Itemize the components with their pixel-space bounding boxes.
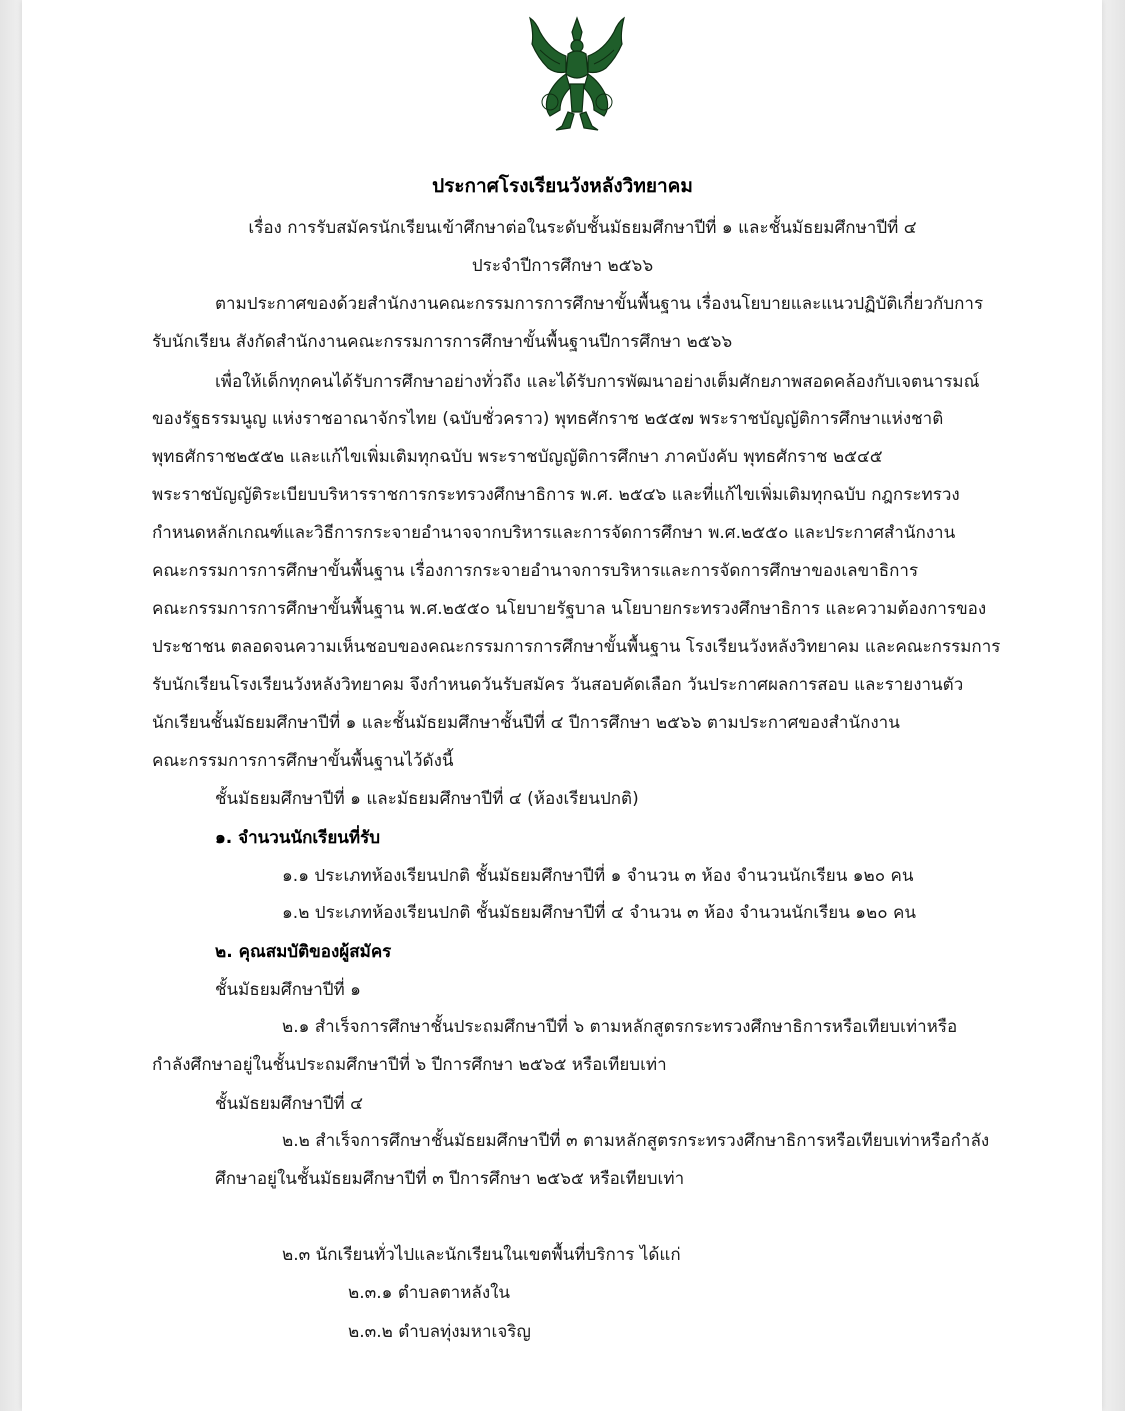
levels-heading: ชั้นมัธยมศึกษาปีที่ ๑ และมัธยมศึกษาปีที่ ๔ (ห้องเรียนปกติ) <box>215 789 639 809</box>
paragraph-line: ประชาชน ตลอดจนความเห็นชอบของคณะกรรมการการศึกษาขั้นพื้นฐาน โรงเรียนวังหลังวิทยาคม และคณะกรรมการ <box>152 637 1001 657</box>
paragraph-line: คณะกรรมการการศึกษาขั้นพื้นฐานไว้ดังนี้ <box>152 751 454 771</box>
paragraph-line: นักเรียนชั้นมัธยมศึกษาปีที่ ๑ และชั้นมัธยมศึกษาชั้นปีที่ ๔ ปีการศึกษา ๒๕๖๖ ตามประกาศของสำนักงาน <box>152 713 900 733</box>
list-item-continuation: ศึกษาอยู่ในชั้นมัธยมศึกษาปีที่ ๓ ปีการศึกษา ๒๕๖๕ หรือเทียบเท่า <box>215 1169 685 1189</box>
level-label-m4: ชั้นมัธยมศึกษาปีที่ ๔ <box>215 1094 364 1114</box>
document-subject: เรื่อง การรับสมัครนักเรียนเข้าศึกษาต่อในระดับชั้นมัธยมศึกษาปีที่ ๑ และชั้นมัธยมศึกษาปีที่ ๔ <box>248 218 917 238</box>
document-title: ประกาศโรงเรียนวังหลังวิทยาคม <box>432 175 693 197</box>
page-edge-left <box>0 0 22 1411</box>
page-edge-right <box>1102 0 1125 1411</box>
paragraph-line: รับนักเรียน สังกัดสำนักงานคณะกรรมการการศึกษาขั้นพื้นฐานปีการศึกษา ๒๕๖๖ <box>152 332 733 352</box>
paragraph-line: พระราชบัญญัติระเบียบบริหารราชการกระทรวงศึกษาธิการ พ.ศ. ๒๕๔๖ และที่แก้ไขเพิ่มเติมทุกฉบับ กฎกระทรวง <box>152 485 960 505</box>
paragraph-line: กำหนดหลักเกณฑ์และวิธีการกระจายอำนาจจากบริหารและการจัดการศึกษา พ.ศ.๒๕๕๐ และประกาศสำนักงาน <box>152 523 956 543</box>
section-1-title: ๑. จำนวนนักเรียนที่รับ <box>215 828 381 848</box>
document-year: ประจำปีการศึกษา ๒๕๖๖ <box>471 256 654 276</box>
paragraph-line: ตามประกาศของด้วยสำนักงานคณะกรรมการการศึกษาขั้นพื้นฐาน เรื่องนโยบายและแนวปฏิบัติเกี่ยวกับการ <box>215 294 984 314</box>
list-item-continuation: กำลังศึกษาอยู่ในชั้นประถมศึกษาปีที่ ๖ ปีการศึกษา ๒๕๖๕ หรือเทียบเท่า <box>152 1055 667 1075</box>
paragraph-line: คณะกรรมการการศึกษาขั้นพื้นฐาน เรื่องการกระจายอำนาจการบริหารและการจัดการศึกษาของเลขาธิการ <box>152 561 919 581</box>
list-item: ๑.๑ ประเภทห้องเรียนปกติ ชั้นมัธยมศึกษาปีที่ ๑ จำนวน ๓ ห้อง จำนวนนักเรียน ๑๒๐ คน <box>282 866 914 886</box>
paragraph-line: ของรัฐธรรมนูญ แห่งราชอาณาจักรไทย (ฉบับชั่วคราว) พุทธศักราช ๒๕๕๗ พระราชบัญญัติการศึกษาแห่งชาติ <box>152 409 944 429</box>
list-item: ๒.๓ นักเรียนทั่วไปและนักเรียนในเขตพื้นที่บริการ ได้แก่ <box>282 1245 681 1265</box>
list-item: ๒.๒ สำเร็จการศึกษาชั้นมัธยมศึกษาปีที่ ๓ ตามหลักสูตรกระทรวงศึกษาธิการหรือเทียบเท่าหรือกำลัง <box>282 1131 990 1151</box>
paragraph-line: เพื่อให้เด็กทุกคนได้รับการศึกษาอย่างทั่วถึง และได้รับการพัฒนาอย่างเต็มศักยภาพสอดคล้องกับเจตนารมณ์ <box>215 372 980 392</box>
paragraph-line: คณะกรรมการการศึกษาขั้นพื้นฐาน พ.ศ.๒๕๕๐ นโยบายรัฐบาล นโยบายกระทรวงศึกษาธิการ และความต้องการของ <box>152 599 987 619</box>
paragraph-line: พุทธศักราช๒๕๕๒ และแก้ไขเพิ่มเติมทุกฉบับ พระราชบัญญัติการศึกษา ภาคบังคับ พุทธศักราช ๒๕๔๕ <box>152 447 883 467</box>
paragraph-line: รับนักเรียนโรงเรียนวังหลังวิทยาคม จึงกำหนดวันรับสมัคร วันสอบคัดเลือก วันประกาศผลการสอบ และรายงานตัว <box>152 675 964 695</box>
list-item: ๒.๑ สำเร็จการศึกษาชั้นประถมศึกษาปีที่ ๖ ตามหลักสูตรกระทรวงศึกษาธิการหรือเทียบเท่าหรือ <box>282 1017 958 1037</box>
sub-list-item: ๒.๓.๑ ตำบลตาหลังใน <box>348 1283 511 1303</box>
section-2-title: ๒. คุณสมบัติของผู้สมัคร <box>215 942 392 962</box>
list-item: ๑.๒ ประเภทห้องเรียนปกติ ชั้นมัธยมศึกษาปีที่ ๔ จำนวน ๓ ห้อง จำนวนนักเรียน ๑๒๐ คน <box>282 903 917 923</box>
garuda-emblem-icon <box>510 10 644 138</box>
level-label-m1: ชั้นมัธยมศึกษาปีที่ ๑ <box>215 980 361 1000</box>
sub-list-item: ๒.๓.๒ ตำบลทุ่งมหาเจริญ <box>348 1322 531 1342</box>
document-page <box>22 0 1102 1411</box>
